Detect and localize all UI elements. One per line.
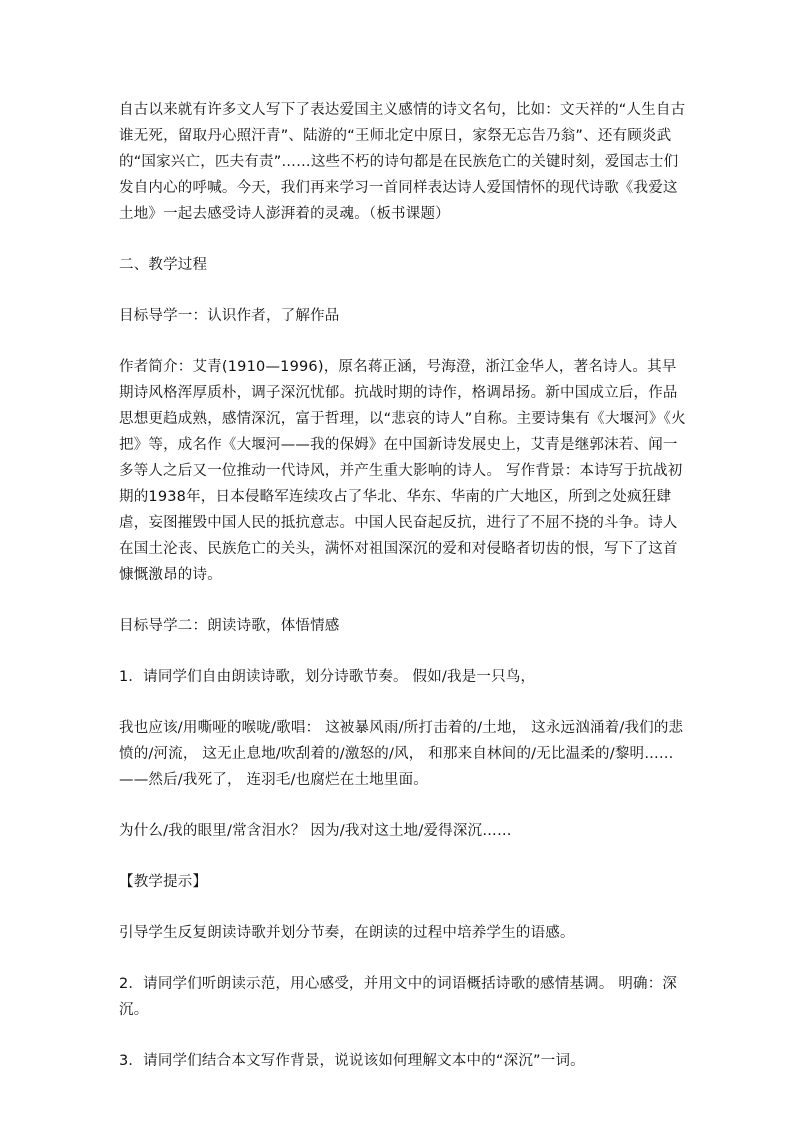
poem-closing-lines: 为什么/我的眼里/常含泪水？ 因为/我对这土地/爱得深沉…… <box>119 823 512 839</box>
task-one-paragraph: 1．请同学们自由朗读诗歌，划分诗歌节奏。 假如/我是一只鸟， <box>119 669 536 685</box>
author-introduction-paragraph: 作者简介：艾青(1910—1996)，原名蒋正涵，号海澄，浙江金华人，著名诗人。其早期诗风格浑厚质朴，调子深沉忧郁。抗战时期的诗作，格调昂扬。新中国成立后，作品思想更趋成熟，感情深沉，富于哲理，以“悲哀的诗人”自称。主要诗集有《大堰河》《火把》等，成名作《大堰河——我的保姆》在中国新诗发展史上，艾青是继郭沫若、闻一多等人之后又一位推动一代诗风，并产生重大影响的诗人。 写作背景：本诗写于抗战初期的1938年，日本侵略军连续攻占了华北、华东、华南的广大地区，所到之处疯狂肆虐，妄图摧毁中国人民的抵抗意志。中国人民奋起反抗，进行了不屈不挠的斗争。诗人在国土沦丧、民族危亡的关头，满怀对祖国深沉的爱和对侵略者切齿的恨，写下了这首慷慨激昂的诗。 <box>119 359 686 583</box>
poem-rhythm-paragraph: 我也应该/用嘶哑的喉咙/歌唱： 这被暴风雨/所打击着的/土地， 这永远汹涌着/我们的悲愤的/河流， 这无止息地/吹刮着的/激怒的/风， 和那来自林间的/无比温柔的/黎明…… ——然后/我死了， 连羽毛/也腐烂在土地里面。 <box>119 720 684 788</box>
task-three-paragraph: 3．请同学们结合本文写作背景，说说该如何理解文本中的“深沉”一词。 <box>119 1053 585 1069</box>
teaching-tip-heading: 【教学提示】 <box>119 874 208 890</box>
task-two-paragraph: 2．请同学们听朗读示范，用心感受，并用文中的词语概括诗歌的感情基调。 明确：深沉。 <box>119 976 678 1018</box>
document-body <box>119 97 689 1098</box>
teaching-tip-paragraph: 引导学生反复朗读诗歌并划分节奏，在朗读的过程中培养学生的语感。 <box>119 925 575 941</box>
section-heading-teaching-process: 二、教学过程 <box>119 257 208 273</box>
goal-one-heading: 目标导学一：认识作者，了解作品 <box>119 308 340 324</box>
intro-paragraph: 自古以来就有许多文人写下了表达爱国主义感情的诗文名句，比如：文天祥的“人生自古谁无死，留取丹心照汗青”、陆游的“王师北定中原日，家祭无忘告乃翁”、还有顾炎武的“国家兴亡，匹夫有责”……这些不朽的诗句都是在民族危亡的关键时刻，爱国志士们发自内心的呼喊。今天，我们再来学习一首同样表达诗人爱国情怀的现代诗歌《我爱这土地》一起去感受诗人澎湃着的灵魂。（板书课题） <box>119 102 686 222</box>
goal-two-heading: 目标导学二：朗读诗歌，体悟情感 <box>119 618 340 634</box>
